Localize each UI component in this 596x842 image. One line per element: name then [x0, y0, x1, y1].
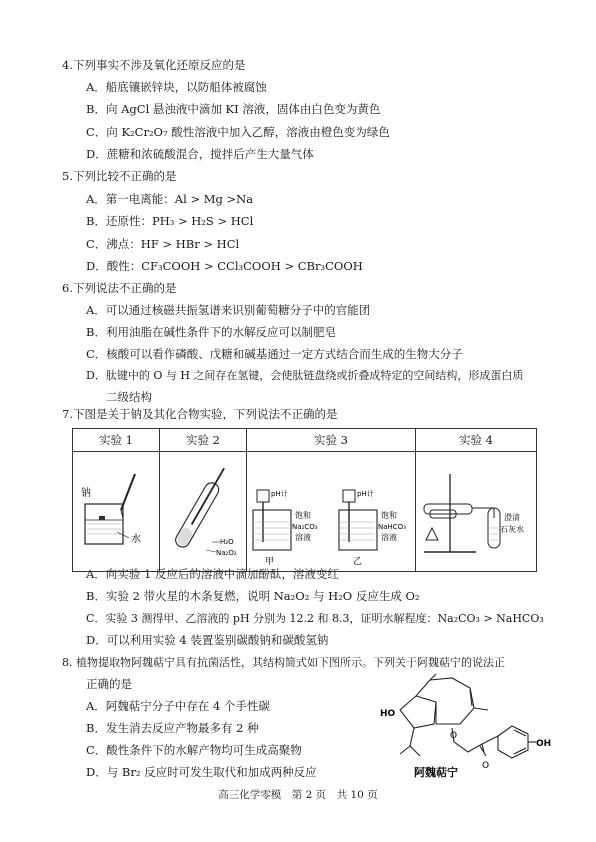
structure-oh-label: OH: [536, 739, 552, 749]
q8-option-c: C．酸性条件下的水解产物均可生成高聚物: [86, 743, 302, 757]
exp3-ph-meter-label-1: pH计: [271, 490, 288, 498]
q8-option-d: D．与 Br₂ 反应时可发生取代和加成两种反应: [86, 765, 317, 779]
q5-stem: 5.下列比较不正确的是: [62, 169, 177, 183]
q5-option-d: D．酸性：CF₃COOH > CCl₃COOH > CBr₃COOH: [86, 259, 363, 273]
q7-option-d: D．可以利用实验 4 装置鉴别碳酸钠和碳酸氢钠: [86, 633, 329, 647]
exp3-sat-label-2a: 饱和: [381, 511, 397, 520]
exp4-limewater-label-2: 石灰水: [500, 525, 524, 534]
q6-option-d: D．肽键中的 O 与 H 之间存在氢键，会使肽链盘绕或折叠成特定的空间结构，形成蛋白质: [86, 369, 524, 382]
q5-option-c: C．沸点：HF > HBr > HCl: [86, 237, 240, 251]
exp3-sat-label-2b: NaHCO₃: [378, 523, 406, 531]
exp3-sat-label-1b: Na₂CO₃: [292, 523, 318, 531]
exp1-header: 实验 1: [73, 429, 160, 452]
q8-option-a: A．阿魏萜宁分子中存在 4 个手性碳: [86, 699, 270, 713]
exp4-figure: [416, 452, 537, 572]
exp1-figure: [73, 452, 160, 572]
exp3-yi-label: 乙: [353, 557, 363, 567]
ph-meter-beakers-figure: [247, 452, 415, 568]
q5-option-a: A．第一电离能：Al > Mg >Na: [86, 192, 254, 206]
q7-option-a: A．向实验 1 反应后的溶液中滴加酚酞，溶液变红: [86, 567, 339, 581]
exp2-na2o2-label: Na₂O₂: [216, 549, 237, 557]
exp2-header: 实验 2: [160, 429, 247, 452]
exp3-sat-label-1c: 溶液: [295, 533, 311, 542]
test-tube-with-splint-figure: [160, 452, 246, 568]
q7-option-c: C．实验 3 测得甲、乙溶液的 pH 分别为 12.2 和 8.3，证明水解程度：Na₂CO₃ > NaHCO₃: [86, 612, 544, 625]
q8-stem-continued: 正确的是: [86, 677, 132, 691]
exp3-sat-label-2c: 溶液: [381, 533, 397, 542]
q6-option-d-continued: 二级结构: [106, 390, 152, 404]
q4-option-a: A．船底镶嵌锌块，以防船体被腐蚀: [86, 80, 267, 94]
q4-option-d: D．蔗糖和浓硫酸混合，搅拌后产生大量气体: [86, 147, 314, 161]
structure-name-label: 阿魏萜宁: [414, 766, 458, 779]
q4-option-b: B．向 AgCl 悬浊液中滴加 KI 溶液，固体由白色变为黄色: [86, 102, 381, 116]
q6-option-a: A．可以通过核磁共振氢谱来识别葡萄糖分子中的官能团: [86, 303, 371, 317]
exp2-water-label: H₂O: [220, 538, 234, 546]
exp3-jia-label: 甲: [265, 557, 275, 567]
q6-option-c: C．核酸可以看作磷酸、戊糖和碱基通过一定方式结合而生成的生物大分子: [86, 347, 463, 361]
structure-o1-label: O: [450, 731, 458, 741]
exp1-sodium-label: 钠: [81, 488, 91, 499]
q7-stem: 7.下图是关于钠及其化合物实验，下列说法不正确的是: [62, 407, 338, 421]
q6-stem: 6.下列说法不正确的是: [62, 281, 177, 295]
exp4-limewater-label-1: 澄清: [504, 513, 520, 522]
q4-stem: 4.下列事实不涉及氧化还原反应的是: [62, 58, 246, 72]
q8-stem: 8. 植物提取物阿魏萜宁具有抗菌活性，其结构简式如下图所示。下列关于阿魏萜宁的说法正: [62, 656, 505, 669]
exp3-ph-meter-label-2: pH计: [357, 490, 374, 498]
q7-option-b: B．实验 2 带火星的木条复燃，说明 Na₂O₂ 与 H₂O 反应生成 O₂: [86, 589, 420, 603]
q6-option-b: B．利用油脂在碱性条件下的水解反应可以制肥皂: [86, 325, 336, 339]
afetinin-structure-figure: [380, 672, 560, 780]
exp1-water-label: 水: [131, 534, 141, 545]
structure-ho-label: HO: [380, 709, 396, 719]
experiment-table: [72, 428, 537, 572]
heating-apparatus-figure: [416, 452, 536, 568]
page-footer: 高三化学零模 第 2 页 共 10 页: [218, 789, 378, 801]
q5-option-b: B．还原性：PH₃ > H₂S > HCl: [86, 214, 254, 228]
beaker-with-sodium-figure: [73, 452, 159, 568]
q8-option-b: B．发生消去反应产物最多有 2 种: [86, 721, 259, 735]
q4-option-c: C．向 K₂Cr₂O₇ 酸性溶液中加入乙醇，溶液由橙色变为绿色: [86, 125, 390, 139]
exp4-header: 实验 4: [416, 429, 537, 452]
exp2-figure: [160, 452, 247, 572]
exp3-sat-label-1a: 饱和: [295, 511, 311, 520]
structure-o2-label: O: [482, 761, 490, 771]
exp3-figure: [247, 452, 416, 572]
exp3-header: 实验 3: [247, 429, 416, 452]
